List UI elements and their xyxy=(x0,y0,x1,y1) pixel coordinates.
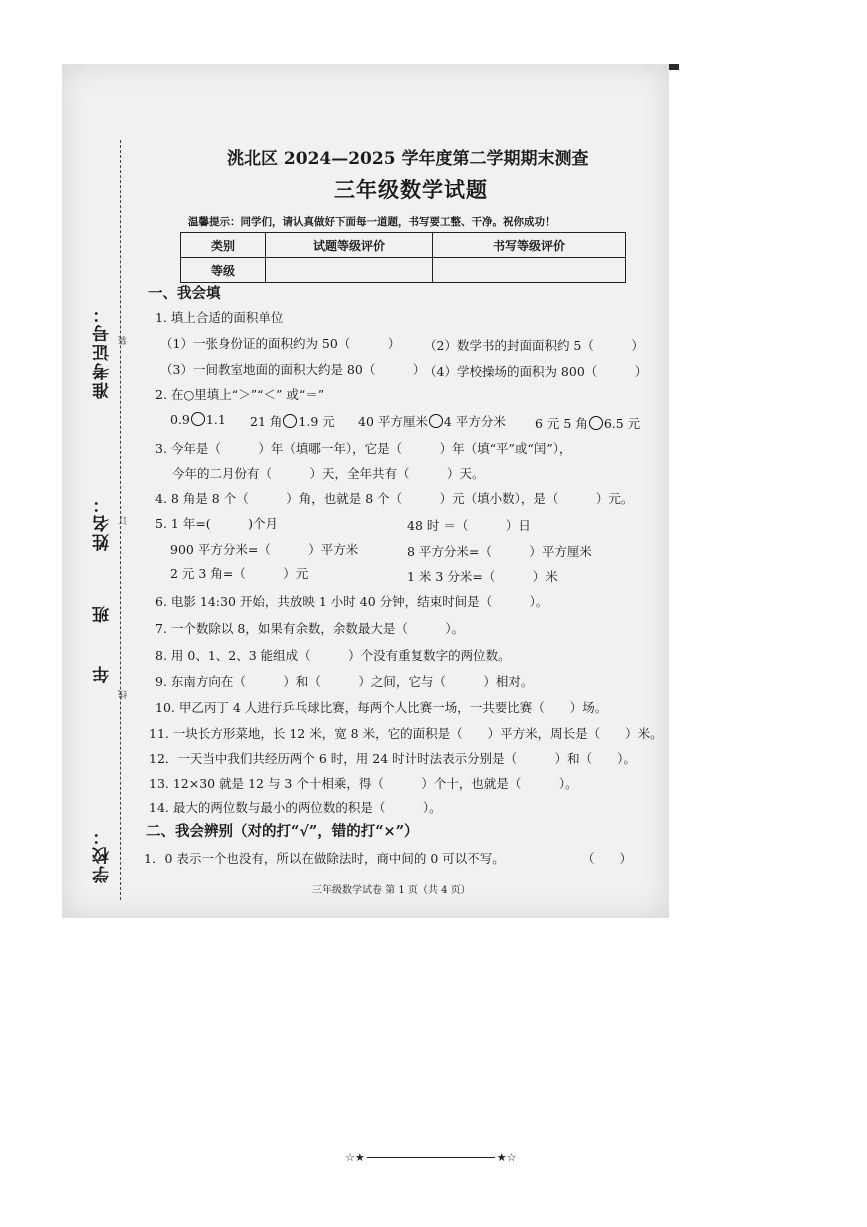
q5-f: 1 米 3 分米=（ ）米 xyxy=(407,569,558,584)
q5-b: 48 时 ＝（ ）日 xyxy=(407,518,531,533)
grade-table-header-test: 试题等级评价 xyxy=(266,233,433,258)
exam-tip: 温馨提示：同学们，请认真做好下面每一道题，书写要工整、干净。祝你成功！ xyxy=(188,216,556,228)
q2-item-4-left: 6 元 5 角 xyxy=(535,416,588,431)
q4: 4. 8 角是 8 个（ ）角，也就是 8 个（ ）元（填小数），是（ ）元。 xyxy=(155,491,634,506)
q5-e: 2 元 3 角=（ ）元 xyxy=(170,566,309,581)
stars-left: ☆★ xyxy=(345,1151,365,1164)
q12: 12．一天当中我们共经历两个 6 时，用 24 时计时法表示分别是（ ）和（ ）。 xyxy=(149,751,636,766)
compare-circle-4[interactable] xyxy=(589,416,603,430)
q1-c: （3）一间教室地面的面积大约是 80（ ） xyxy=(160,362,426,377)
q2-item-3 xyxy=(358,412,506,430)
binding-mark-3: 线 xyxy=(119,690,129,699)
class-label: 班 xyxy=(93,604,113,623)
stars-right: ★☆ xyxy=(496,1151,517,1164)
q2-item-2-right: 1.9 元 xyxy=(298,414,335,429)
q2-item-1 xyxy=(170,412,226,427)
grade-table xyxy=(180,232,626,283)
compare-circle-1[interactable] xyxy=(191,412,205,426)
q2-item-1-right: 1.1 xyxy=(205,412,226,427)
q2-item-4-right: 6.5 元 xyxy=(603,416,641,431)
compare-circle-3[interactable] xyxy=(429,414,443,428)
q1-a: （1）一张身份证的面积约为 50（ ） xyxy=(160,336,401,351)
section1-title: 一、我会填 xyxy=(148,285,221,302)
q11: 11. 一块长方形菜地，长 12 米，宽 8 米，它的面积是（ ）平方米，周长是（ ）米。 xyxy=(149,726,663,741)
grade-table-row-label: 等级 xyxy=(181,258,266,283)
q2-item-3-right: 4 平方分米 xyxy=(443,414,506,429)
q1-stem: 1. 填上合适的面积单位 xyxy=(155,310,284,325)
grade-table-header-writing: 书写等级评价 xyxy=(433,233,626,258)
q2-item-4 xyxy=(535,414,640,432)
q14: 14. 最大的两位数与最小的两位数的积是（ ）。 xyxy=(149,800,442,815)
q2-item-2 xyxy=(250,412,335,430)
q6: 6. 电影 14:30 开始，共放映 1 小时 40 分钟，结束时间是（ ）。 xyxy=(155,594,549,609)
exam-sheet xyxy=(62,64,669,918)
q2-item-3-left: 40 平方厘米 xyxy=(358,414,428,429)
q1-d: （4）学校操场的面积为 800（ ） xyxy=(424,364,648,379)
exam-id-label: 准考证号： xyxy=(93,304,113,399)
q9: 9. 东南方向在（ ）和（ ）之间，它与（ ）相对。 xyxy=(155,674,534,689)
grade-table-cell-test[interactable] xyxy=(266,258,433,283)
q3-line1: 3. 今年是（ ）年（填哪一年），它是（ ）年（填“平”或“闰”）， xyxy=(155,441,572,456)
q2-stem: 2. 在○里填上“＞”“＜” 或“＝” xyxy=(155,387,325,402)
q13: 13. 12×30 就是 12 与 3 个十相乘，得（ ）个十，也就是（ ）。 xyxy=(149,776,578,791)
scan-edge xyxy=(669,64,679,70)
grade-table-header-category: 类别 xyxy=(181,233,266,258)
q5-d: 8 平方分米=（ ）平方厘米 xyxy=(407,544,592,559)
q10: 10. 甲乙丙丁 4 人进行乒乓球比赛，每两个人比赛一场，一共要比赛（ ）场。 xyxy=(155,700,608,715)
page-decoration xyxy=(345,1151,516,1164)
section2-title: 二、我会辨别（对的打“√”，错的打“×”） xyxy=(146,823,419,840)
q1-b: （2）数学书的封面面积约 5（ ） xyxy=(424,338,644,353)
page-footer: 三年级数学试卷 第 1 页（共 4 页） xyxy=(312,885,471,896)
q3-line2: 今年的二月份有（ ）天，全年共有（ ）天。 xyxy=(172,466,485,481)
decoration-line xyxy=(367,1157,495,1158)
q8: 8. 用 0、1、2、3 能组成（ ）个没有重复数字的两位数。 xyxy=(155,648,511,663)
q5-c: 900 平方分米=（ ）平方米 xyxy=(170,542,359,557)
q2-item-1-left: 0.9 xyxy=(170,412,190,427)
q5-a: 5. 1 年=( )个月 xyxy=(155,516,279,531)
school-label: 学校： xyxy=(93,826,113,883)
exam-title: 洮北区 2024—2025 学年度第二学期期末测查 xyxy=(227,149,589,169)
grade-table-cell-writing[interactable] xyxy=(433,258,626,283)
exam-subtitle: 三年级数学试题 xyxy=(334,177,488,202)
binding-mark-1: 装 xyxy=(119,336,129,345)
binding-mark-2: 订 xyxy=(119,516,129,525)
judge-q1-blank[interactable]: （ ） xyxy=(582,851,633,866)
q7: 7. 一个数除以 8，如果有余数，余数最大是（ ）。 xyxy=(155,621,465,636)
grade-label: 年 xyxy=(93,664,113,683)
q2-item-2-left: 21 角 xyxy=(250,414,283,429)
name-label: 姓名： xyxy=(93,494,113,551)
judge-q1: 1．0 表示一个也没有，所以在做除法时，商中间的 0 可以不写。 xyxy=(144,851,505,866)
compare-circle-2[interactable] xyxy=(283,414,297,428)
